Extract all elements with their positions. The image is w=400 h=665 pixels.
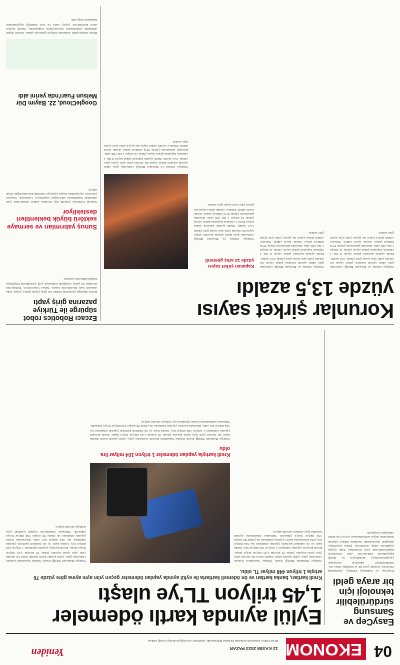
second-body-col1: Türkiye Odalar ve Borsalar Birliği verilerine göre ekim ayında kurulan şirket sayısı bir önceki yılın aynı ayına göre yüzde 13,5 azaldı. Ekim ayında kurulan şirket sayısı 8 bin 1 olurken, kapanan şirket sayısı yüzde 12 artışla 1 bin 106 oldu. Kurulan şirketlerin yüzde 87'si limited şirket olarak tescil edildi. Yabancı ortaklı şirket sayısı ise geçen yılın aynı ayına göre azaldı. <box>330 231 394 269</box>
bottom-headline: GoogleCloud, 22. Bayım Dür Melsun Fuarı'nda yerini aldı <box>15 92 97 105</box>
masthead <box>0 627 400 665</box>
second-body-col3: Türkiye Odalar ve Borsalar Birliği verilerine göre ekim ayında kurulan şirket sayısı bir önceki yılın aynı ayına göre yüzde 13,5 azaldı. Ekim ayında kurulan şirket sayısı 8 bin 1 olurken, kapanan şirket sayısı yüzde 12 artışla 1 bin 106 oldu. Kurulan şirketlerin yüzde 87'si limited şirket olarak tescil edildi. Yabancı ortaklı şirket sayısı ise geçen yılın aynı ayına göre azaldı. <box>194 203 254 241</box>
second-body-col4: Türkiye Odalar ve Borsalar Birliği verilerine göre ekim ayında kurulan şirket sayısı bir önceki yılın aynı ayına göre yüzde 13,5 azaldı. Ekim ayında kurulan şirket sayısı 8 bin 1 olurken, kapanan şirket sayısı yüzde 12 artışla 1 bin 106 oldu. Kurulan şirketlerin yüzde 87'si limited şirket olarak tescil edildi. Yabancı ortaklı şirket sayısı ise geçen yılın aynı ayına göre azaldı. <box>104 139 188 169</box>
section-rule <box>6 325 394 326</box>
paper-logo: Yeniden <box>31 646 64 657</box>
second-body-col2: Türkiye Odalar ve Borsalar Birliği verilerine göre ekim ayında kurulan şirket sayısı bir önceki yılın aynı ayına göre yüzde 13,5 azaldı. Ekim ayında kurulan şirket sayısı 8 bin 1 olurken, kapanan şirket sayısı yüzde 12 artışla 1 bin 106 oldu. Kurulan şirketlerin yüzde 87'si limited şirket olarak tescil edildi. Yabancı ortaklı şirket sayısı ise geçen yılın aynı ayına göre azaldı. <box>260 231 324 269</box>
main-highlight: Kredi kartıyla yapılan ödemeler 1 trilyon 104 milyar lira oldu <box>100 445 230 457</box>
right-body: Robot süpürge pazarında iddialı bir giriş yapan şirket, yapay zeka destekli yeni modellerini tanıttı. Şirket yöneticileri, Türkiye'nin stratejik bir pazar olduğunu belirterek yeni yatırımlarla büyümeyi hedeflediklerini açıkladı. <box>6 277 97 294</box>
main-story <box>6 327 322 627</box>
left-body: EasyCep ve Samsung Türkiye, yenilenmiş cihazlara yönelik yeni bir iş birliğine imza attı. Sürdürülebilir teknoloji anlayışını yaygınlaştırmayı hedefleyen iş birliği kapsamında kullanıcılar eski cihazlarını değerlendirerek yeni modellere daha uygun koşullarla sahip olabilecek. Şirket yetkilileri, döngüsel ekonominin önemine dikkat çekerek elektronik atığın azaltılmasının çevre için kritik olduğunu vurguladı. <box>328 531 394 573</box>
main-body-col3: Türkiye Bankalar Birliği Kartlı Ödeme Sistemleri Kurulu verilerine göre, eylül ayında kartlı ödeme tutarı bir önceki yılın aynı ayına kıyasla yüzde 76 artarak 1,45 trilyon liraya ulaştı. Kredi kartıyla yapılan ödemeler 1 trilyon 104 milyar lira, banka kartı ve ön ödemeli kartlarla yapılan ödemeler ise 344 milyar lira oldu. İnternetten kartla yapılan ödemeler de yüzde 90 artışla 354 milyar liraya yükseldi. Temassız ödemelerin toplam içindeki payı artmaya devam ediyor. <box>90 420 230 441</box>
header-rule <box>6 633 394 634</box>
issue-date: 12 KASIM 2023 PAZAR <box>229 646 278 651</box>
right-headline-2: Sunuş yatırımları ve sermaye sektörü büyük beklentileri destekliyor <box>7 208 97 230</box>
business-photo <box>104 174 188 269</box>
left-column <box>328 327 394 627</box>
main-headline-line2: 1,45 trilyon TL'ye ulaştı <box>98 583 322 606</box>
fair-photo <box>6 39 97 69</box>
main-body-col1: Türkiye Bankalar Birliği Kartlı Ödeme Sistemleri Kurulu verilerine göre, eylül ayında kartlı ödeme tutarı bir önceki yılın aynı ayına kıyasla yüzde 76 artarak 1,45 trilyon liraya ulaştı. Kredi kartıyla yapılan ödemeler 1 trilyon 104 milyar lira, banka kartı ve ön ödemeli kartlarla yapılan ödemeler ise 344 milyar lira oldu. İnternetten kartla yapılan ödemeler de yüzde 90 artışla 354 milyar liraya yükseldi. Temassız ödemelerin toplam içindeki payı artmaya devam ediyor. <box>234 529 322 563</box>
page-number: 04 <box>374 642 392 659</box>
main-body-col2: Türkiye Bankalar Birliği Kartlı Ödeme Sistemleri Kurulu verilerine göre, eylül ayında kartlı ödeme tutarı bir önceki yılın aynı ayına kıyasla yüzde 76 artarak 1,45 trilyon liraya ulaştı. Kredi kartıyla yapılan ödemeler 1 trilyon 104 milyar lira, banka kartı ve ön ödemeli kartlarla yapılan ödemeler ise 344 milyar lira oldu. İnternetten kartla yapılan ödemeler de yüzde 90 artışla 354 milyar liraya yükseldi. Temassız ödemelerin toplam içindeki payı artmaya devam ediyor. <box>6 525 86 563</box>
right-headline: Ezcacı Robotics robot süpürge ile Türkiye pazarına giriş yaptı <box>23 298 97 321</box>
card-payment-photo <box>90 463 230 563</box>
second-headline-line1: Korunlar şirket sayısı <box>197 299 394 321</box>
section-title: EKONOMİ <box>280 640 362 659</box>
main-subhead: Kredi kartları, banka kartları ve ön ödemeli kartlarla ile eylül ayında yapılan ödemeler geçen yılın aynı ayına göre yüzde 76 artışla 1 trilyon 448 milyar TL oldu. <box>33 568 322 580</box>
bottom-body: Bulut teknolojileri alanında faaliyet gösteren şirket, fuarda dijital dönüşüm çözümlerini ziyaretçilerle buluşturdu. Standı ziyaret eden katılımcılar yapay zeka ve veri analitiği uygulamaları hakkında bilgi aldı. <box>6 18 97 35</box>
divider <box>101 6 102 321</box>
main-headline-line1: Eylül ayında kartlı ödemeler <box>52 605 322 628</box>
second-headline-line2: yüzde 13,5 azaldı <box>236 277 394 299</box>
pos-terminal-icon <box>106 467 148 517</box>
left-headline: EasyCep ve Samsung sürdürülebilir teknoloji için bir araya geldi <box>332 577 394 627</box>
right-body-2: Yatırım fonlarına yönelik ilgi artarken sektör temsilcileri yeni dönemde büyümenin süreceğini öngörüyor. Uzmanlar, bireysel yatırımcı sayısındaki artışın piyasaya derinlik kazandırdığını ifade ediyor. <box>6 187 97 205</box>
bottom-right-story <box>6 6 97 105</box>
divider <box>325 330 326 625</box>
second-story <box>104 6 394 321</box>
second-highlight: Kapanan şirket sayısı yüzde 12 artış gösterdi <box>205 258 254 269</box>
header-teaser: Berat Dilber şirketinin dönemin İstanbul Büyükşehir yetkilileri aracılığıyla ihaleyi aldığı iddiası <box>147 639 278 643</box>
